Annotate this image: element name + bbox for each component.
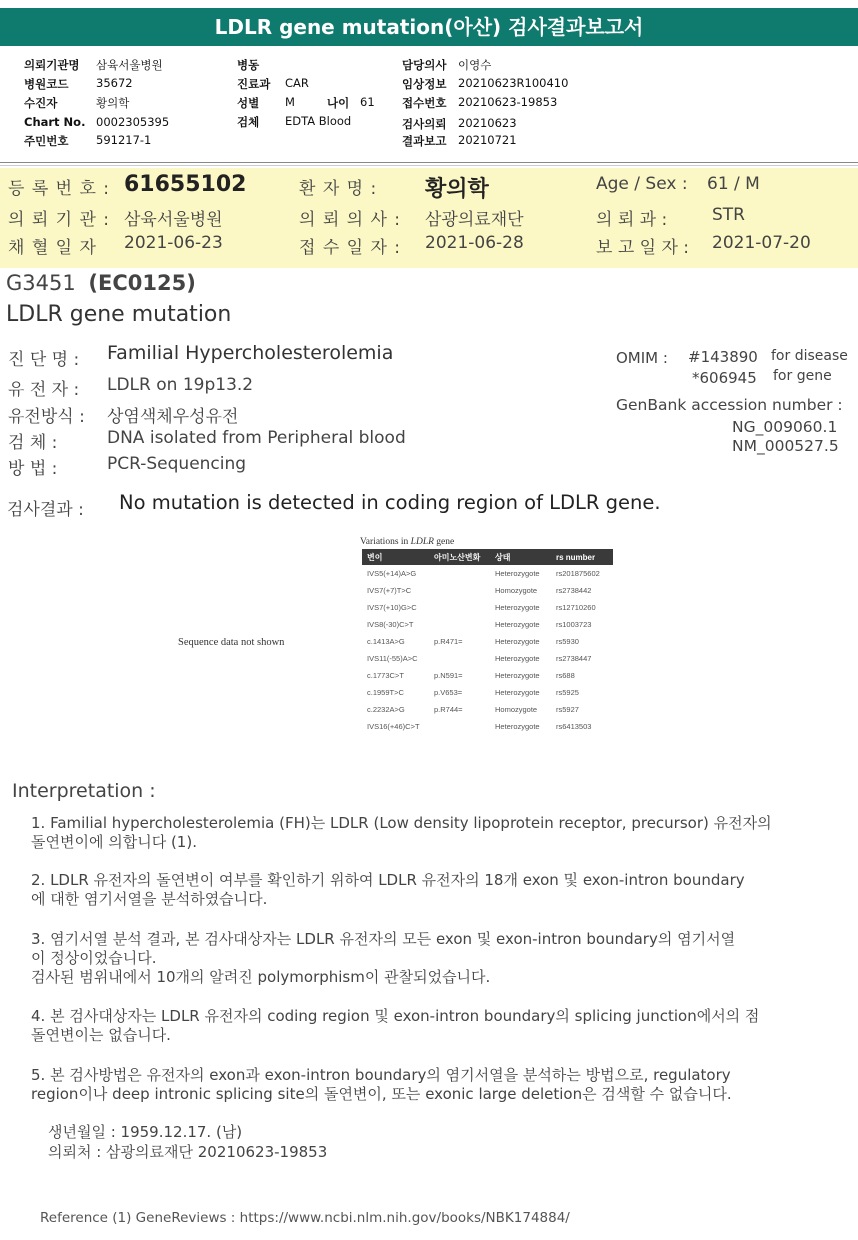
info-label: 담당의사: [402, 58, 447, 72]
interp-line: 돌연변이는 없습니다.: [31, 1026, 171, 1044]
reg-value: 61655102: [124, 172, 247, 197]
genbank-label: GenBank accession number :: [616, 396, 843, 414]
divider: [0, 165, 858, 166]
interp-line: 2. LDLR 유전자의 돌연변이 여부를 확인하기 위하여 LDLR 유전자의 18개 exon 및 exon-intron boundary: [31, 871, 745, 889]
agesex-value: 61 / M: [707, 174, 760, 194]
table-cell: rs1003723: [556, 620, 592, 629]
info-label: 성별: [237, 96, 260, 110]
specimen-label: 검 체 :: [8, 433, 58, 453]
table-cell: IVS5(+14)A>G: [367, 569, 417, 578]
receipt-label: 접 수 일 자 :: [299, 238, 402, 258]
info-label: 주민번호: [24, 134, 69, 148]
info-label: 검체: [237, 115, 260, 129]
info-label: 진료과: [237, 77, 271, 91]
info-value: 20210623-19853: [458, 95, 558, 109]
info-value: EDTA Blood: [285, 114, 352, 128]
result-label: 검사결과 :: [7, 500, 84, 520]
variations-table: [362, 549, 613, 735]
table-cell: IVS7(+7)T>C: [367, 586, 412, 595]
inst-label: 의 뢰 기 관 :: [8, 210, 111, 230]
variations-title-prefix: Variations in: [360, 537, 411, 547]
diag-label: 진 단 명 :: [8, 350, 80, 370]
info-value: 20210721: [458, 133, 517, 147]
table-cell: Heterozygote: [495, 654, 540, 663]
name-value: 황의학: [425, 177, 489, 202]
interpretation-title: Interpretation :: [12, 780, 156, 802]
table-cell: IVS7(+10)G>C: [367, 603, 417, 612]
table-cell: Homozygote: [495, 705, 538, 714]
table-cell: [429, 616, 490, 633]
interp-line: 5. 본 검사방법은 유전자의 exon과 exon-intron boundary의 염기서열을 분석하는 방법으로, regulatory: [31, 1066, 731, 1084]
info-row: 의뢰기관명: [24, 58, 80, 72]
genbank-nm: NM_000527.5: [732, 437, 839, 455]
table-cell: [429, 565, 490, 582]
method-label: 방 법 :: [8, 459, 58, 479]
table-cell: c.1413A>G: [367, 637, 405, 646]
column-header: 변이: [362, 549, 429, 565]
interp-line: 4. 본 검사대상자는 LDLR 유전자의 coding region 및 exon-intron boundary의 splicing junction에서의 점: [31, 1007, 760, 1025]
table-cell: c.1773C>T: [367, 671, 404, 680]
interp-line: 검사된 범위내에서 10개의 알려진 polymorphism이 관찰되었습니다.: [31, 968, 491, 986]
table-cell: rs5925: [556, 688, 579, 697]
age-label: 나이: [327, 96, 350, 110]
dept-label: 의 뢰 과 :: [596, 210, 668, 230]
table-cell: p.R744=: [434, 705, 463, 714]
interp-item-5: [31, 1066, 732, 1104]
doctor-value: 삼광의료재단: [425, 210, 524, 230]
column-header: rs number: [551, 549, 613, 565]
info-value: 황의학: [96, 96, 130, 110]
table-cell: rs2738447: [556, 654, 592, 663]
info-value: 591217-1: [96, 133, 152, 147]
table-cell: rs688: [556, 671, 575, 680]
info-value: 이영수: [458, 58, 492, 72]
omim-gene: *606945: [692, 369, 757, 387]
info-label: 병원코드: [24, 77, 69, 91]
info-label: 결과보고: [402, 134, 447, 148]
table-cell: p.R471=: [434, 637, 463, 646]
collect-label: 채 혈 일 자: [8, 238, 97, 258]
test-code: [6, 271, 196, 295]
table-cell: Heterozygote: [495, 569, 540, 578]
table-row: [362, 684, 613, 701]
report-title: LDLR gene mutation(아산) 검사결과보고서: [214, 15, 644, 39]
table-cell: IVS11(-55)A>C: [367, 654, 418, 663]
table-cell: [429, 718, 490, 735]
table-cell: rs6413503: [556, 722, 592, 731]
table-cell: p.N591=: [434, 671, 463, 680]
table-row: [362, 718, 613, 735]
omim-disease: #143890: [688, 348, 758, 366]
method-value: PCR-Sequencing: [107, 454, 247, 474]
report-label: 보 고 일 자 :: [596, 238, 690, 258]
test-name: LDLR gene mutation: [6, 302, 232, 327]
table-cell: c.2232A>G: [367, 705, 405, 714]
table-cell: Homozygote: [495, 586, 538, 595]
info-label: 검사의뢰: [402, 117, 447, 131]
info-label: 수진자: [24, 96, 58, 110]
receipt-value: 2021-06-28: [425, 233, 524, 253]
diag-value: Familial Hypercholesterolemia: [107, 342, 394, 364]
column-header: 상태: [490, 549, 551, 565]
table-cell: Heterozygote: [495, 637, 540, 646]
test-code-main: G3451: [6, 271, 76, 295]
inherit-label: 유전방식 :: [8, 407, 85, 427]
dept-value: STR: [712, 205, 745, 225]
variations-title: [360, 537, 454, 547]
info-value: CAR: [285, 76, 309, 90]
reg-label: 등 록 번 호 :: [8, 179, 111, 199]
interp-line: 1. Familial hypercholesterolemia (FH)는 LDLR (Low density lipoprotein receptor, precursor) 유전자의: [31, 814, 772, 832]
interp-item-3: [31, 930, 735, 987]
collect-value: 2021-06-23: [124, 233, 223, 253]
info-label: 병동: [237, 58, 260, 72]
column-header: 아미노산변화: [429, 549, 490, 565]
age-value: 61: [360, 95, 375, 109]
gene-value: LDLR on 19p13.2: [107, 375, 254, 395]
omim-disease-note: for disease: [771, 348, 848, 364]
info-value: 20210623: [458, 116, 517, 130]
table-row: [362, 633, 613, 650]
info-value: 삼육서울병원: [96, 58, 163, 72]
table-cell: Heterozygote: [495, 671, 540, 680]
table-cell: Heterozygote: [495, 603, 540, 612]
interp-line: 에 대한 염기서열을 분석하였습니다.: [31, 890, 268, 908]
table-cell: Heterozygote: [495, 620, 540, 629]
table-cell: rs2738442: [556, 586, 592, 595]
info-value: M: [285, 95, 295, 109]
sequence-note: Sequence data not shown: [178, 637, 285, 648]
divider: [0, 162, 858, 163]
table-row: [362, 599, 613, 616]
table-cell: IVS8(-30)C>T: [367, 620, 414, 629]
interp-line: 3. 염기서열 분석 결과, 본 검사대상자는 LDLR 유전자의 모든 exon 및 exon-intron boundary의 염기서열: [31, 930, 736, 948]
table-row: [362, 565, 613, 582]
table-row: [362, 650, 613, 667]
table-cell: p.V653=: [434, 688, 463, 697]
table-header-row: [362, 549, 613, 565]
interp-line: 이 정상이었습니다.: [31, 949, 157, 967]
info-value: 35672: [96, 76, 133, 90]
interp-item-1: [31, 814, 772, 852]
table-cell: [429, 599, 490, 616]
table-cell: Heterozygote: [495, 722, 540, 731]
table-cell: Heterozygote: [495, 688, 540, 697]
table-row: [362, 582, 613, 599]
inherit-value: 상염색체우성유전: [107, 407, 239, 427]
inst-value: 삼육서울병원: [124, 210, 223, 230]
table-row: [362, 701, 613, 718]
table-cell: c.1959T>C: [367, 688, 404, 697]
interp-line: region이나 deep intronic splicing site의 돌연변이, 또는 exonic large deletion은 검색할 수 없습니다.: [31, 1085, 732, 1103]
table-cell: rs201875602: [556, 569, 600, 578]
table-row: [362, 667, 613, 684]
gene-label: 유 전 자 :: [8, 380, 80, 400]
table-cell: [429, 650, 490, 667]
specimen-value: DNA isolated from Peripheral blood: [107, 428, 406, 448]
agesex-label: Age / Sex :: [596, 174, 688, 194]
reference: Reference (1) GeneReviews : https://www.ncbi.nlm.nih.gov/books/NBK174884/: [40, 1210, 570, 1226]
info-label: Chart No.: [24, 115, 86, 129]
variations-title-suffix: gene: [433, 537, 455, 547]
info-label: 접수번호: [402, 96, 447, 110]
omim-label: OMIM :: [616, 349, 668, 367]
report-value: 2021-07-20: [712, 233, 811, 253]
table-cell: [429, 582, 490, 599]
info-value: 20210623R100410: [458, 76, 569, 90]
variations-title-gene: LDLR: [410, 537, 434, 547]
test-code-sub: (EC0125): [88, 271, 196, 295]
table-cell: IVS16(+46)C>T: [367, 722, 420, 731]
birth-date: 생년월일 : 1959.12.17. (남): [48, 1123, 243, 1141]
interp-item-2: [31, 871, 745, 909]
interp-line: 돌연변이에 의합니다 (1).: [31, 833, 197, 851]
result-value: No mutation is detected in coding region of LDLR gene.: [119, 491, 661, 514]
genbank-ng: NG_009060.1: [732, 418, 838, 436]
table-cell: rs12710260: [556, 603, 596, 612]
doctor-label: 의 뢰 의 사 :: [299, 210, 402, 230]
info-label: 임상정보: [402, 77, 447, 91]
omim-gene-note: for gene: [773, 368, 832, 384]
name-label: 환 자 명 :: [299, 179, 378, 199]
interp-item-4: [31, 1007, 759, 1045]
info-value: 0002305395: [96, 115, 170, 129]
table-cell: rs5930: [556, 637, 579, 646]
requester: 의뢰처 : 삼광의료재단 20210623-19853: [48, 1143, 328, 1161]
table-row: [362, 616, 613, 633]
table-cell: rs5927: [556, 705, 579, 714]
